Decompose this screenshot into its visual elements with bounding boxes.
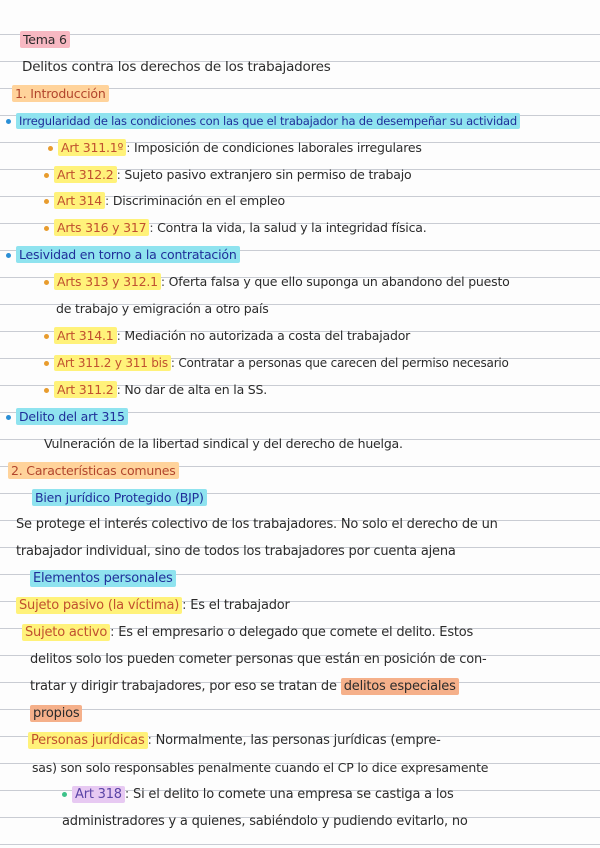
bullet-icon — [44, 173, 49, 178]
group2-item-continuation: de trabajo y emigración a otro país — [56, 301, 269, 316]
sujeto-activo: Sujeto activo : Es el empresario o delegado que comete el delito. Estos — [22, 624, 473, 642]
topic-label: Tema 6 — [20, 31, 70, 49]
bullet-icon — [44, 388, 49, 393]
bjp-line: Se protege el interés colectivo de los trabajadores. No solo el derecho de un — [16, 517, 498, 532]
art318-item: Art 318 : Si el delito lo comete una empresa se castiga a los — [62, 786, 454, 804]
bullet-icon — [48, 146, 53, 151]
group2-heading: Lesividad en torno a la contratación — [6, 246, 240, 264]
group3-heading: Delito del art 315 — [6, 408, 128, 426]
bullet-icon — [44, 280, 49, 285]
sujeto-pasivo: Sujeto pasivo (la víctima) : Es el trabajador — [16, 597, 290, 615]
group2-item: Art 311.2 y 311 bis : Contratar a personas que carecen del permiso necesario — [44, 354, 509, 372]
group2-item: Art 311.2 : No dar de alta en la SS. — [44, 381, 267, 399]
bullet-icon — [44, 361, 49, 366]
group1-heading: Irregularidad de las condiciones con las que el trabajador ha de desempeñar su actividad — [6, 112, 520, 130]
art318-line: administradores y a quienes, sabiéndolo y pudiendo evitarlo, no — [62, 814, 468, 829]
bullet-icon — [6, 119, 11, 124]
group3-text: Vulneración de la libertad sindical y del derecho de huelga. — [44, 436, 403, 451]
bullet-icon — [44, 199, 49, 204]
group2-item: Arts 313 y 312.1 : Oferta falsa y que ello suponga un abandono del puesto — [44, 273, 510, 291]
bullet-icon — [6, 253, 11, 258]
bullet-icon — [44, 334, 49, 339]
bullet-icon — [6, 415, 11, 420]
section-characteristics-heading: 2. Características comunes — [8, 462, 179, 480]
section-intro-heading: 1. Introducción — [12, 85, 109, 103]
page-title: Delitos contra los derechos de los trabajadores — [22, 59, 331, 75]
group1-item: Art 311.1º : Imposición de condiciones laborales irregulares — [48, 139, 422, 157]
group1-item: Art 312.2 : Sujeto pasivo extranjero sin permiso de trabajo — [44, 166, 411, 184]
personas-juridicas-line: sas) son solo responsables penalmente cuando el CP lo dice expresamente — [32, 760, 489, 775]
group2-item: Art 314.1 : Mediación no autorizada a costa del trabajador — [44, 327, 410, 345]
personas-juridicas: Personas jurídicas : Normalmente, las personas jurídicas (empre- — [28, 732, 441, 750]
group1-item: Arts 316 y 317 : Contra la vida, la salud y la integridad física. — [44, 219, 427, 237]
bjp-heading: Bien jurídico Protegido (BJP) — [32, 489, 207, 507]
sujeto-activo-line: delitos solo los pueden cometer personas que están en posición de con- — [30, 652, 487, 667]
elementos-heading: Elementos personales — [30, 570, 176, 588]
bullet-icon — [44, 226, 49, 231]
bullet-icon — [62, 792, 67, 797]
bjp-line: trabajador individual, sino de todos los trabajadores por cuenta ajena — [16, 544, 456, 559]
sujeto-activo-line: tratar y dirigir trabajadores, por eso se tratan de delitos especiales — [30, 678, 459, 696]
propios-label: propios — [30, 705, 82, 723]
group1-item: Art 314 : Discriminación en el empleo — [44, 192, 285, 210]
